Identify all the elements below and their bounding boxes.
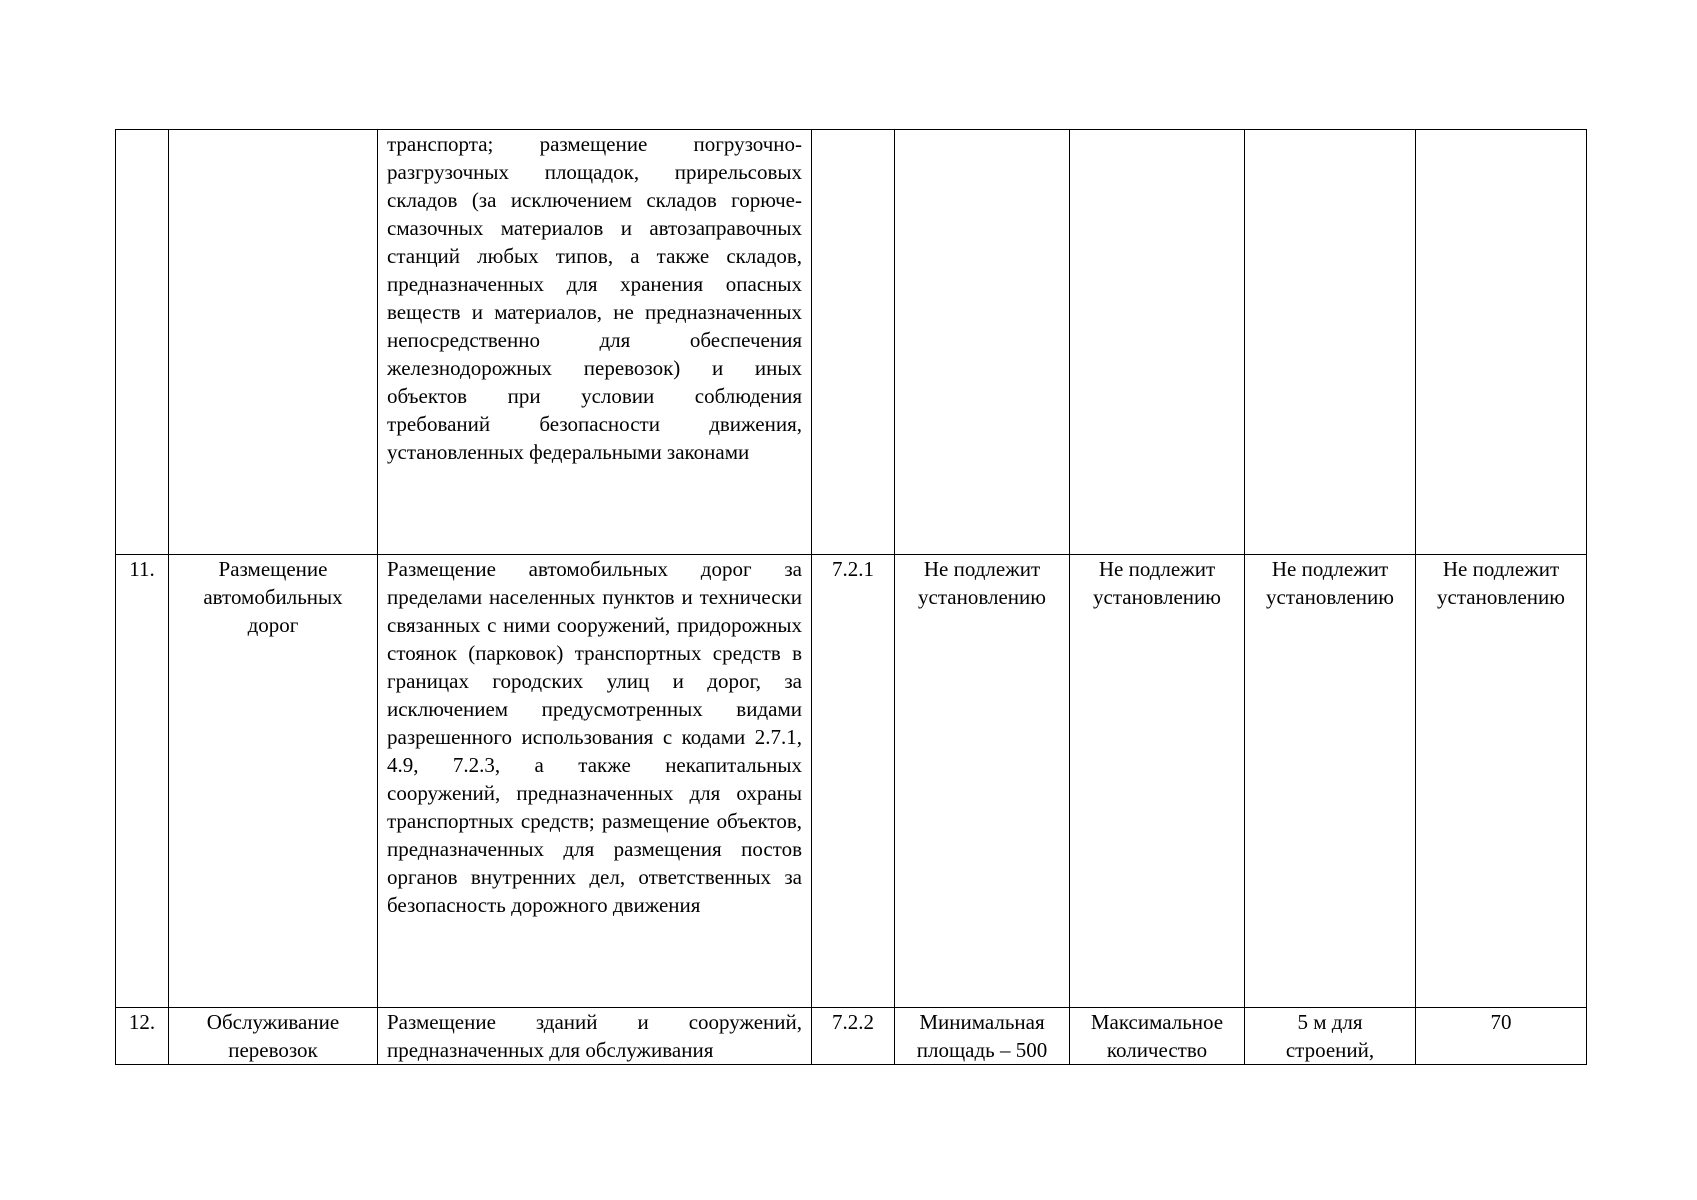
parameter-cell: Не подлежит установлению [1245, 555, 1416, 1008]
row-number: 12. [116, 1008, 169, 1065]
table-row [116, 555, 1587, 1008]
parameter-cell [1070, 130, 1245, 555]
use-type-name: Размещение автомобильных дорог [169, 555, 378, 1008]
parameter-cell [895, 130, 1070, 555]
use-type-description [378, 130, 812, 555]
parameter-cell [1416, 130, 1587, 555]
parameter-cell: Не подлежит установлению [1416, 555, 1587, 1008]
parameter-cell: Не подлежит установлению [895, 555, 1070, 1008]
parameter-cell: Минимальная площадь – 500 [895, 1008, 1070, 1065]
description-text: транспорта; размещение погрузочно-разгрузочных площадок, прирельсовых складов (за исключением складов горюче-смазочных материалов и автозаправочных станций любых типов, а также складов, предназначенных для хранения опасных веществ и материалов, не предназначенных непосредственно для обеспечения железнодорожных перевозок) и иных объектов при условии соблюдения требований безопасности движения, установленных федеральными законами [387, 132, 802, 464]
use-type-description [378, 555, 812, 1008]
parameter-cell [1245, 130, 1416, 555]
row-number: 11. [116, 555, 169, 1008]
description-text: Размещение зданий и сооружений, предназначенных для обслуживания [387, 1010, 802, 1062]
parameter-cell: 5 м для строений, [1245, 1008, 1416, 1065]
use-type-name [169, 130, 378, 555]
use-type-name: Обслуживание перевозок [169, 1008, 378, 1065]
row-number [116, 130, 169, 555]
zoning-table [115, 129, 1587, 1065]
parameter-cell: Не подлежит установлению [1070, 555, 1245, 1008]
use-type-code [812, 130, 895, 555]
table-row [116, 130, 1587, 555]
parameter-cell: 70 [1416, 1008, 1587, 1065]
use-type-code: 7.2.1 [812, 555, 895, 1008]
parameter-cell: Максимальное количество [1070, 1008, 1245, 1065]
use-type-description [378, 1008, 812, 1065]
table-row [116, 1008, 1587, 1065]
description-text: Размещение автомобильных дорог за пределами населенных пунктов и технически связанных с ними сооружений, придорожных стоянок (парковок) транспортных средств в границах городских улиц и дорог, за исключением предусмотренных видами разрешенного использования с кодами 2.7.1, 4.9, 7.2.3, а также некапитальных сооружений, предназначенных для охраны транспортных средств; размещение объектов, предназначенных для размещения постов органов внутренних дел, ответственных за безопасность дорожного движения [387, 557, 802, 917]
use-type-code: 7.2.2 [812, 1008, 895, 1065]
